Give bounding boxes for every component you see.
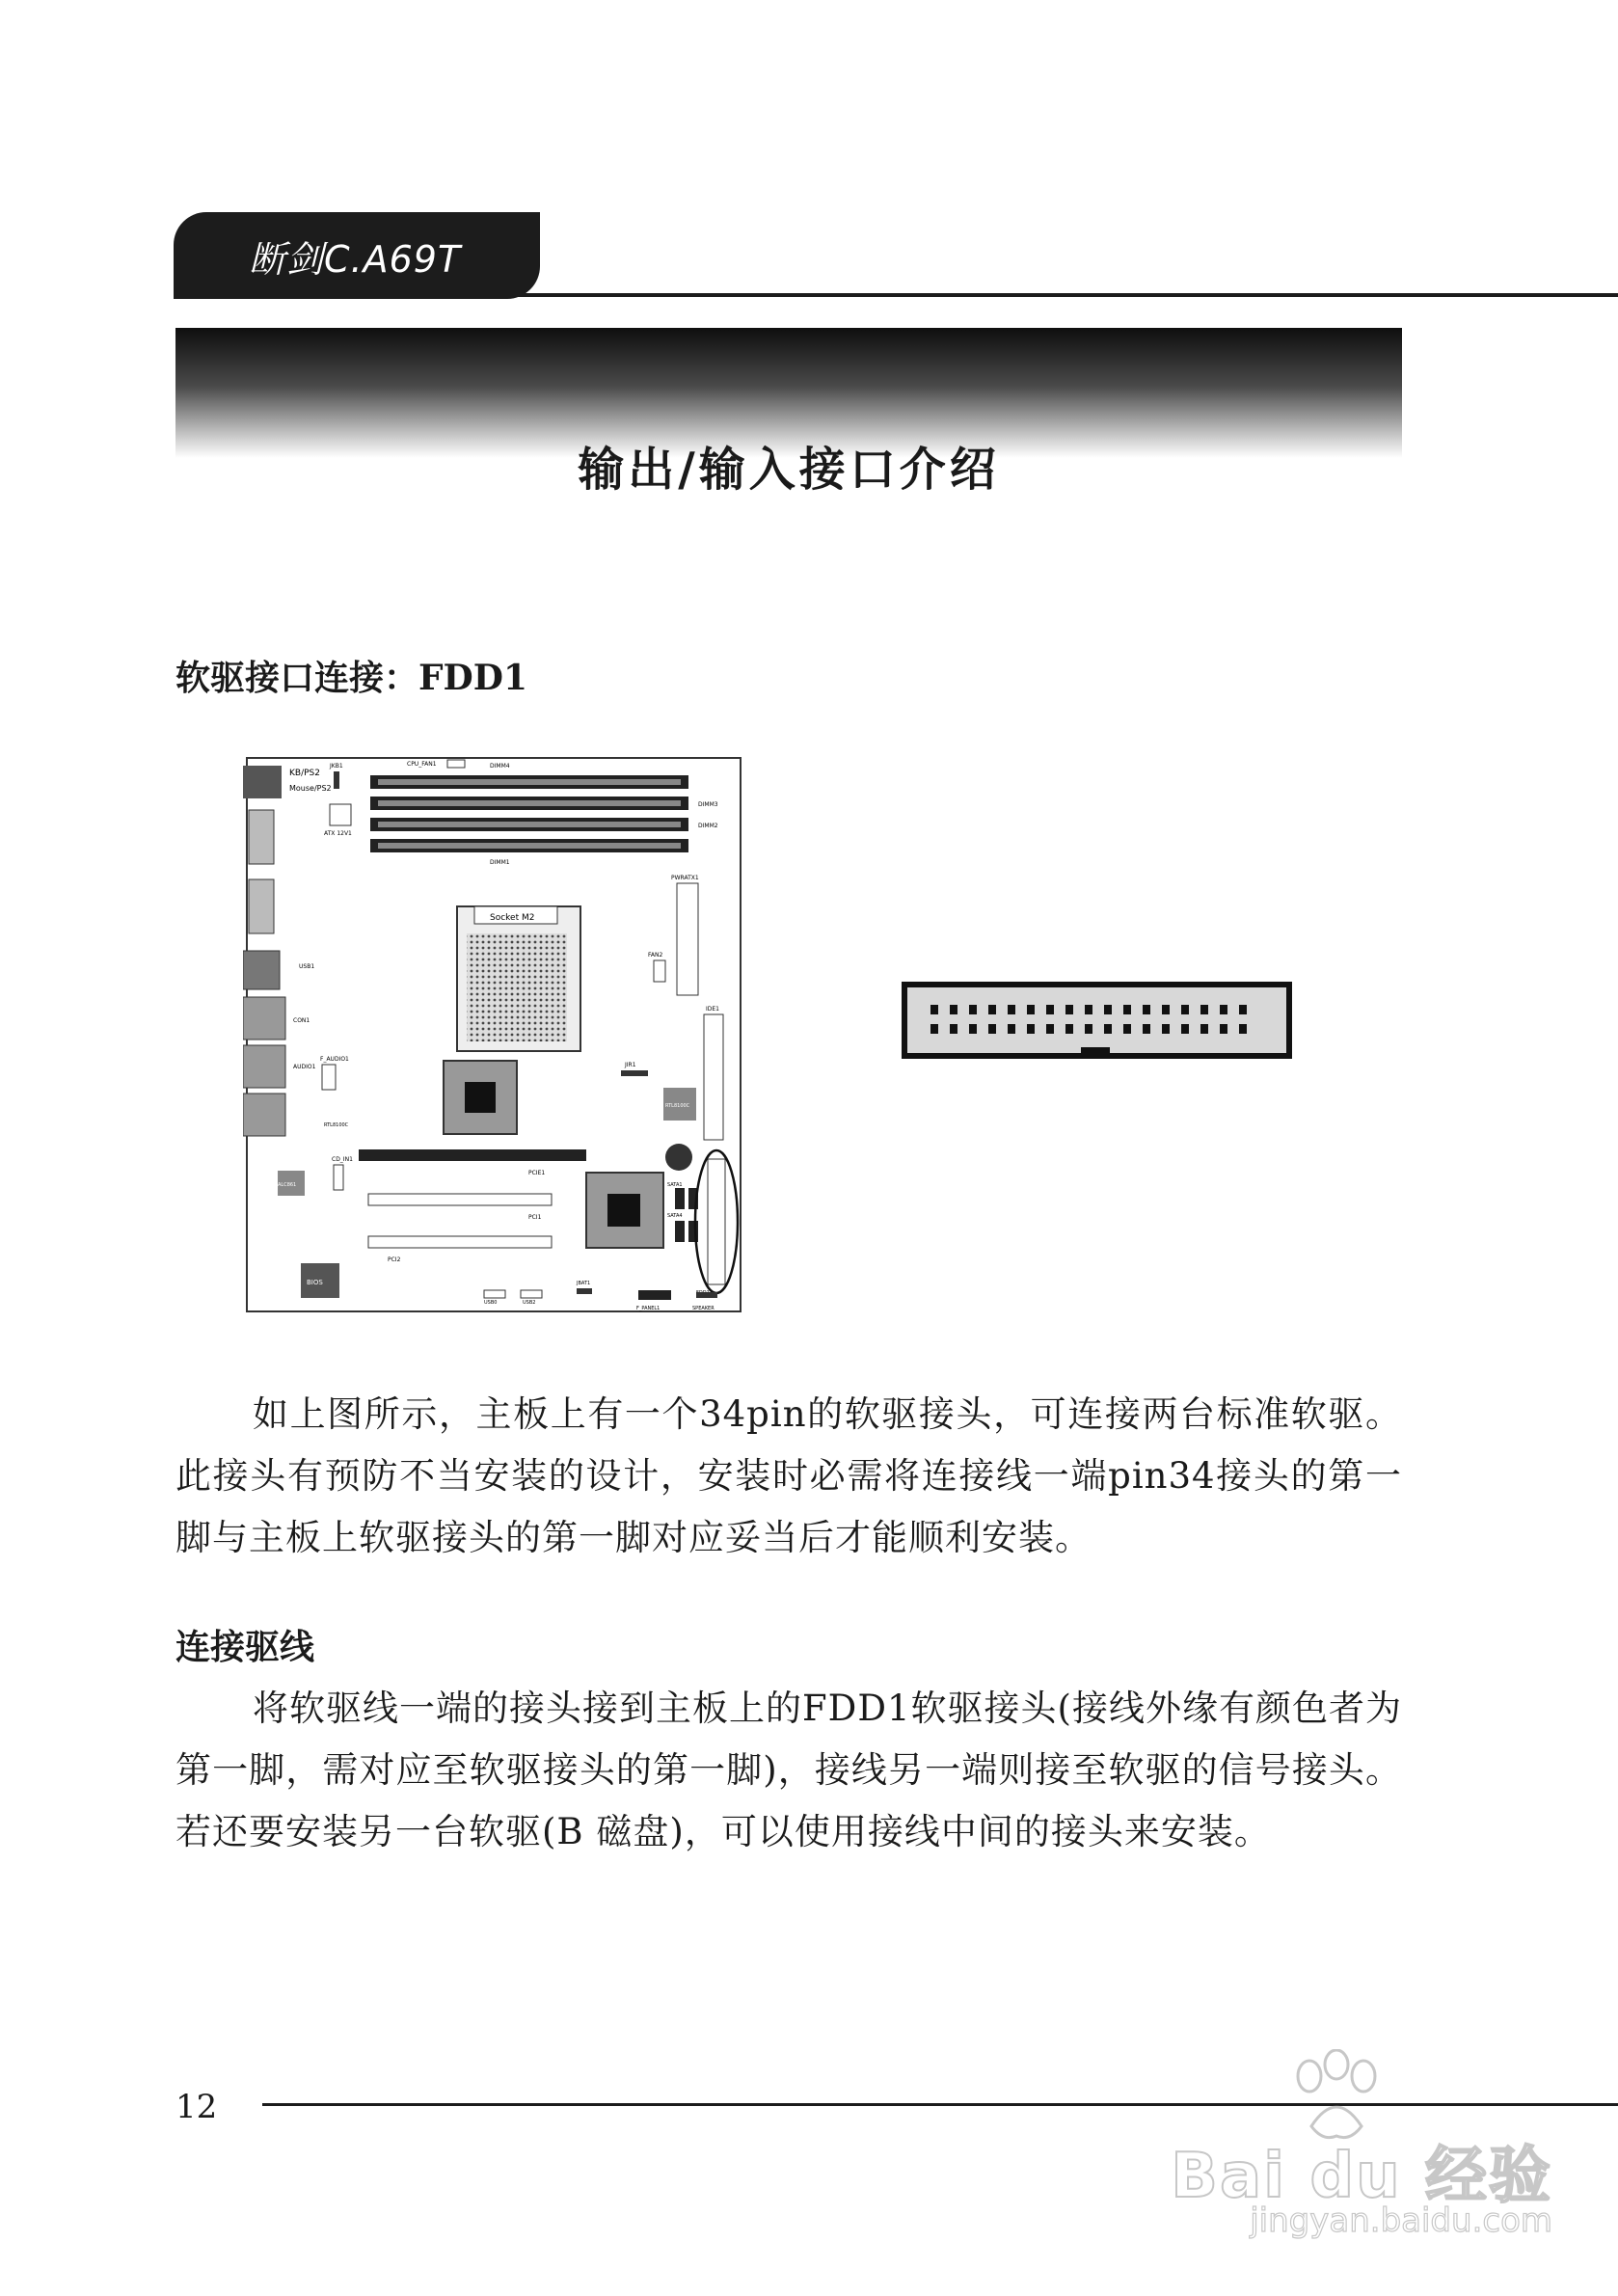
fdd-paragraph: 如上图所示，主板上有一个34pin的软驱接头，可连接两台标准软驱。此接头有预防不当安装的设计，安装时必需将连接线一端pin34接头的第一脚与主板上软驱接头的第一脚对应妥当后才能顺利安装。: [175, 1393, 1402, 1558]
label-pci1: PCI1: [528, 1214, 542, 1221]
connector-pin: [1085, 1005, 1092, 1014]
label-socket: Socket M2: [490, 913, 535, 923]
pci2-slot: [368, 1236, 552, 1248]
pci1-slot: [368, 1194, 552, 1205]
connector-pin: [988, 1024, 996, 1034]
connector-pin: [930, 1024, 938, 1034]
connector-pin: [969, 1024, 977, 1034]
ps2-port: [243, 766, 282, 798]
label-fan2: FAN2: [648, 952, 663, 959]
ide1-header: [704, 1014, 723, 1140]
label-audio: AUDIO1: [293, 1064, 316, 1070]
connector-pin: [1008, 1005, 1015, 1014]
label-cpufan: CPU_FAN1: [407, 761, 437, 768]
connector-pin: [1220, 1024, 1227, 1034]
watermark-brand: Bai du 经验: [1171, 2141, 1552, 2212]
connector-pin: [1162, 1005, 1170, 1014]
page-number: 12: [175, 2088, 218, 2126]
label-ide: IDE1: [706, 1006, 719, 1013]
label-speaker: SPEAKER: [692, 1306, 715, 1311]
label-pcie: PCIE1: [528, 1170, 546, 1176]
connector-pin: [1104, 1024, 1112, 1034]
label-rtl-small: RTL8100C: [324, 1122, 349, 1128]
label-dimm1: DIMM1: [490, 859, 510, 866]
label-lan: CON1: [293, 1017, 310, 1024]
connector-pin: [1008, 1024, 1015, 1034]
label-sata4: SATA4: [667, 1213, 683, 1219]
label-dimm2: DIMM2: [698, 823, 718, 829]
connector-pin: [988, 1005, 996, 1014]
label-pwratx: PWRATX1: [671, 875, 699, 881]
connector-pin: [1200, 1005, 1208, 1014]
connector-pin: [1143, 1005, 1150, 1014]
connector-pin: [1162, 1024, 1170, 1034]
connector-pin: [950, 1005, 957, 1014]
label-mouse: Mouse/PS2: [289, 784, 332, 793]
connector-pin: [1181, 1024, 1189, 1034]
connector-pin: [969, 1005, 977, 1014]
label-cdin: CD_IN1: [332, 1156, 353, 1163]
connector-pin: [1085, 1024, 1092, 1034]
connector-pin: [1065, 1005, 1073, 1014]
connector-pin: [1104, 1005, 1112, 1014]
label-kb: KB/PS2: [289, 769, 320, 778]
fdd-heading: 软驱接口连接：FDD1: [175, 658, 528, 698]
section-title: 输出/输入接口介绍: [578, 443, 1000, 497]
product-name: 断剑C.A69T: [249, 237, 462, 281]
header-rule: [174, 293, 1618, 297]
label-rtl: RTL8100C: [665, 1103, 690, 1109]
fdd1-header: [708, 1159, 725, 1284]
cmos-battery: [665, 1144, 692, 1171]
connector-pin: [1239, 1024, 1247, 1034]
label-usb0: USB0: [484, 1300, 498, 1306]
baidu-watermark: [1147, 2049, 1552, 2242]
connector-pin: [1123, 1024, 1131, 1034]
label-atx12v: ATX 12V1: [324, 830, 352, 837]
connector-pin: [950, 1024, 957, 1034]
connector-pin: [1027, 1024, 1035, 1034]
label-jir: JIR1: [625, 1062, 636, 1068]
label-faudio: F_AUDIO1: [320, 1056, 349, 1063]
connector-pin: [1046, 1005, 1054, 1014]
connect-drive-heading: 连接驱线: [175, 1627, 315, 1667]
connector-pin: [1220, 1005, 1227, 1014]
pcie-slot: [359, 1149, 586, 1161]
watermark-url: jingyan.baidu.com: [1250, 2201, 1552, 2240]
fdd-connector-figure: [902, 982, 1292, 1059]
label-jbat: JBAT1: [577, 1281, 591, 1286]
connector-pin: [1046, 1024, 1054, 1034]
label-fpanel: F_PANEL1: [636, 1306, 661, 1311]
connector-pin: [1065, 1024, 1073, 1034]
connector-pin: [1027, 1005, 1035, 1014]
connector-pin: [1181, 1005, 1189, 1014]
connector-pin: [1239, 1005, 1247, 1014]
label-usb1: USB1: [299, 963, 315, 970]
label-pci2: PCI2: [388, 1256, 401, 1263]
label-alc: ALC861: [278, 1182, 297, 1188]
label-sata1: SATA1: [667, 1182, 683, 1188]
connect-drive-paragraph: 将软驱线一端的接头接到主板上的FDD1软驱接头(接线外缘有颜色者为第一脚，需对应至软驱接头的第一脚)，接线另一端则接至软驱的信号接头。若还要安装另一台软驱(B 磁盘)，可以使用接线中间的接头来安装。: [175, 1688, 1402, 1852]
connector-pin: [1123, 1005, 1131, 1014]
connector-pin: [1200, 1024, 1208, 1034]
label-usb2: USB2: [523, 1300, 536, 1306]
label-dimm4: DIMM4: [490, 763, 510, 770]
label-jkb: JKB1: [330, 763, 343, 770]
connector-pin: [1143, 1024, 1150, 1034]
label-bios: BIOS: [307, 1279, 323, 1286]
header-tab: [174, 212, 540, 299]
label-dimm3: DIMM3: [698, 801, 718, 808]
connector-pin: [930, 1005, 938, 1014]
motherboard-figure: [243, 754, 744, 1315]
